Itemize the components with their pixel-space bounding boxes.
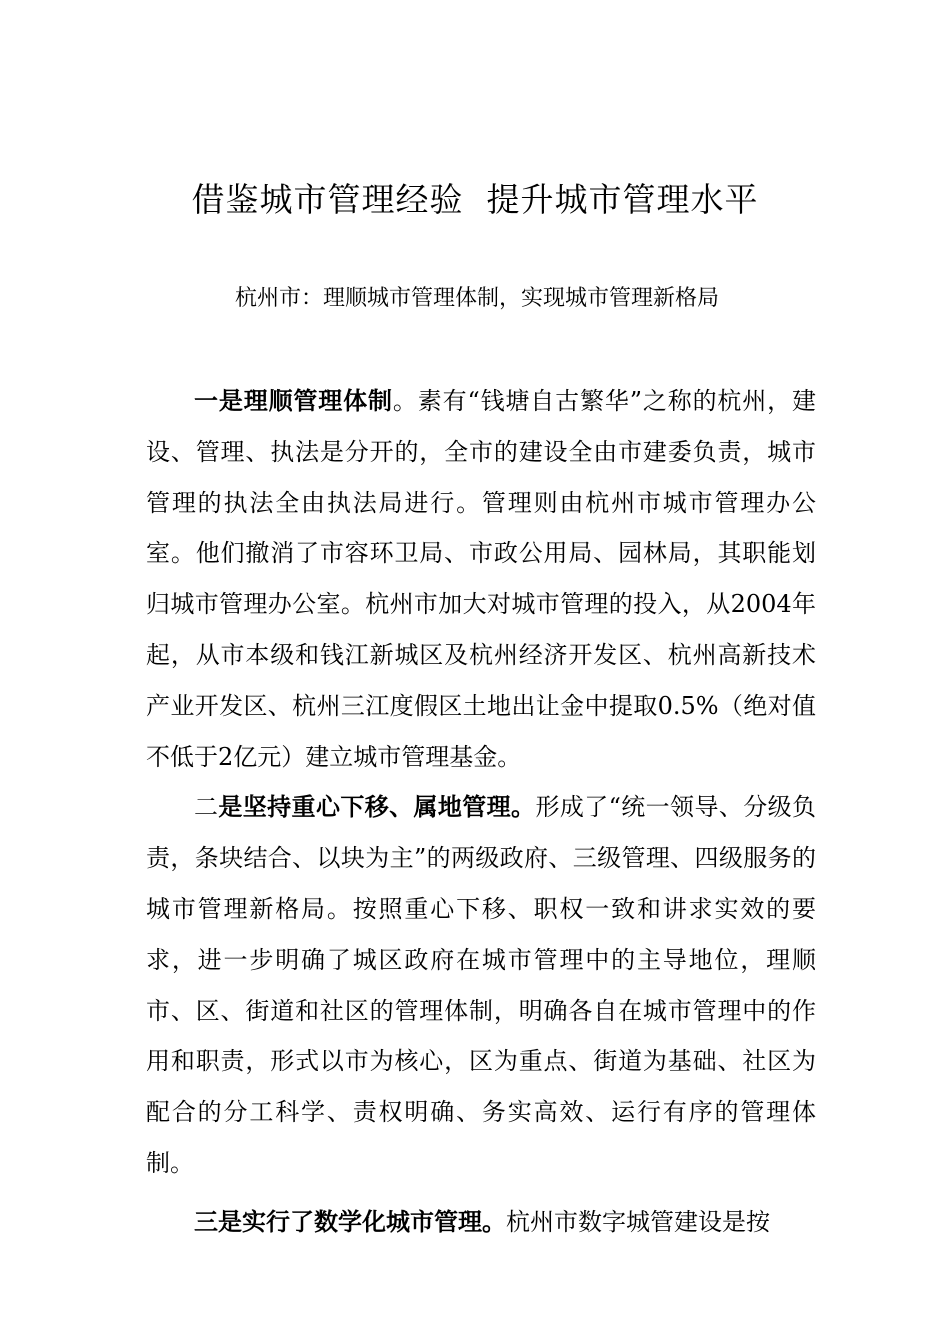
document-title: 借鉴城市管理经验 提升城市管理水平 — [191, 180, 759, 219]
paragraph-1 — [146, 376, 816, 782]
document-subtitle: 杭州市：理顺城市管理体制，实现城市管理新格局 — [234, 286, 719, 311]
paragraph-1-lead: 一是理顺管理体制 — [194, 387, 393, 415]
paragraph-1-text: 。素有“钱塘自古繁华”之称的杭州，建设、管理、执法是分开的，全市的建设全由市建委负责，城市管理的执法全由执法局进行。管理则由杭州市城市管理办公室。他们撤消了市容环卫局、市政公用局、园林局，其职能划归城市管理办公室。杭州市加大对城市管理的投入，从2004年起，从市本级和钱江新城区及杭州经济开发区、杭州高新技术产业开发区、杭州三江度假区土地出让金中提取0.5%（绝对值不低于2亿元）建立城市管理基金。 — [146, 387, 817, 771]
paragraph-3 — [146, 1197, 816, 1248]
paragraph-2-prefix: 二 — [194, 793, 219, 822]
paragraph-3-lead: 三是实行了数学化城市管理。 — [194, 1207, 506, 1236]
paragraph-2-text: 形成了“统一领导、分级负责，条块结合、以块为主”的两级政府、三级管理、四级服务的城市管理新格局。按照重心下移、职权一致和讲求实效的要求，进一步明确了城区政府在城市管理中的主导地位，理顺市、区、街道和社区的管理体制，明确各自在城市管理中的作用和职责，形式以市为核心，区为重点、街道为基础、社区为配合的分工科学、责权明确、务实高效、运行有序的管理体制。 — [146, 793, 816, 1177]
paragraph-2-lead: 是坚持重心下移、属地管理。 — [218, 793, 536, 822]
paragraph-3-text: 杭州市数字城管建设是按 — [506, 1207, 770, 1236]
document-body — [146, 376, 816, 1248]
paragraph-spacer — [146, 1189, 816, 1197]
paragraph-2 — [146, 782, 816, 1188]
